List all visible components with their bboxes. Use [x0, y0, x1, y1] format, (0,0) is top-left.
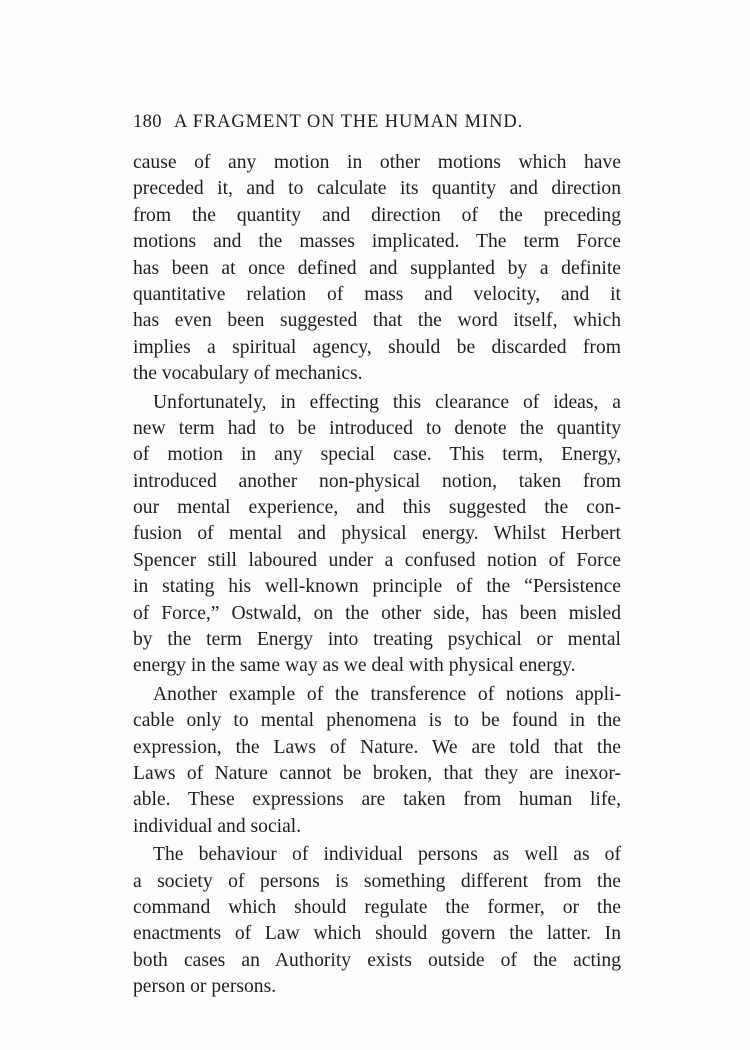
running-title: A FRAGMENT ON THE HUMAN MIND.	[173, 112, 524, 132]
text-line: the vocabulary of mechanics.	[133, 363, 363, 385]
text-line: energy in the same way as we deal with physical energy.	[133, 655, 576, 677]
text-line: individual and social.	[133, 815, 302, 837]
text-line: Laws of Nature cannot be broken, that they are inexor-	[133, 762, 621, 784]
text-line: person or persons.	[133, 976, 277, 998]
text-line: preceded it, and to calculate its quantity and direction	[133, 178, 621, 200]
text-line: Another example of the transference of notions appli-	[153, 683, 621, 705]
text-line: fusion of mental and physical energy. Whilst Herbert	[133, 523, 621, 545]
text-line: motions and the masses implicated. The term Force	[133, 231, 621, 253]
text-line: cable only to mental phenomena is to be found in the	[133, 710, 621, 732]
text-line: Unfortunately, in effecting this clearance of ideas, a	[153, 391, 621, 413]
text-line: Spencer still laboured under a confused notion of Force	[133, 549, 621, 571]
text-line: our mental experience, and this suggested the con-	[133, 497, 621, 519]
paragraph-1	[133, 150, 621, 388]
text-line: expression, the Laws of Nature. We are told that the	[133, 736, 621, 758]
page-number: 180	[133, 112, 162, 132]
text-line: has even been suggested that the word itself, which	[133, 310, 621, 332]
text-line: both cases an Authority exists outside of the acting	[133, 949, 621, 971]
text-line: in stating his well-known principle of the “Persistence	[133, 576, 621, 598]
paragraph-3	[133, 682, 621, 840]
text-line: introduced another non-physical notion, taken from	[133, 470, 621, 492]
text-line: able. These expressions are taken from human life,	[133, 789, 621, 811]
text-line: command which should regulate the former, or the	[133, 896, 621, 918]
running-head	[133, 112, 593, 140]
text-line: a society of persons is something different from the	[133, 870, 621, 892]
text-line: new term had to be introduced to denote the quantity	[133, 417, 621, 439]
paragraph-2	[133, 390, 621, 680]
text-line: The behaviour of individual persons as well as of	[153, 844, 621, 866]
text-line: from the quantity and direction of the preceding	[133, 204, 621, 226]
body-text	[133, 150, 621, 1001]
text-line: by the term Energy into treating psychical or mental	[133, 629, 621, 651]
paragraph-4	[133, 842, 621, 1000]
text-line: cause of any motion in other motions which have	[133, 152, 621, 173]
text-line: of Force,” Ostwald, on the other side, has been misled	[133, 602, 621, 624]
text-line: quantitative relation of mass and velocity, and it	[133, 283, 621, 305]
text-line: has been at once defined and supplanted by a definite	[133, 257, 621, 279]
text-line: implies a spiritual agency, should be discarded from	[133, 336, 621, 358]
text-line: of motion in any special case. This term, Energy,	[133, 444, 621, 466]
text-line: enactments of Law which should govern the latter. In	[133, 923, 621, 945]
